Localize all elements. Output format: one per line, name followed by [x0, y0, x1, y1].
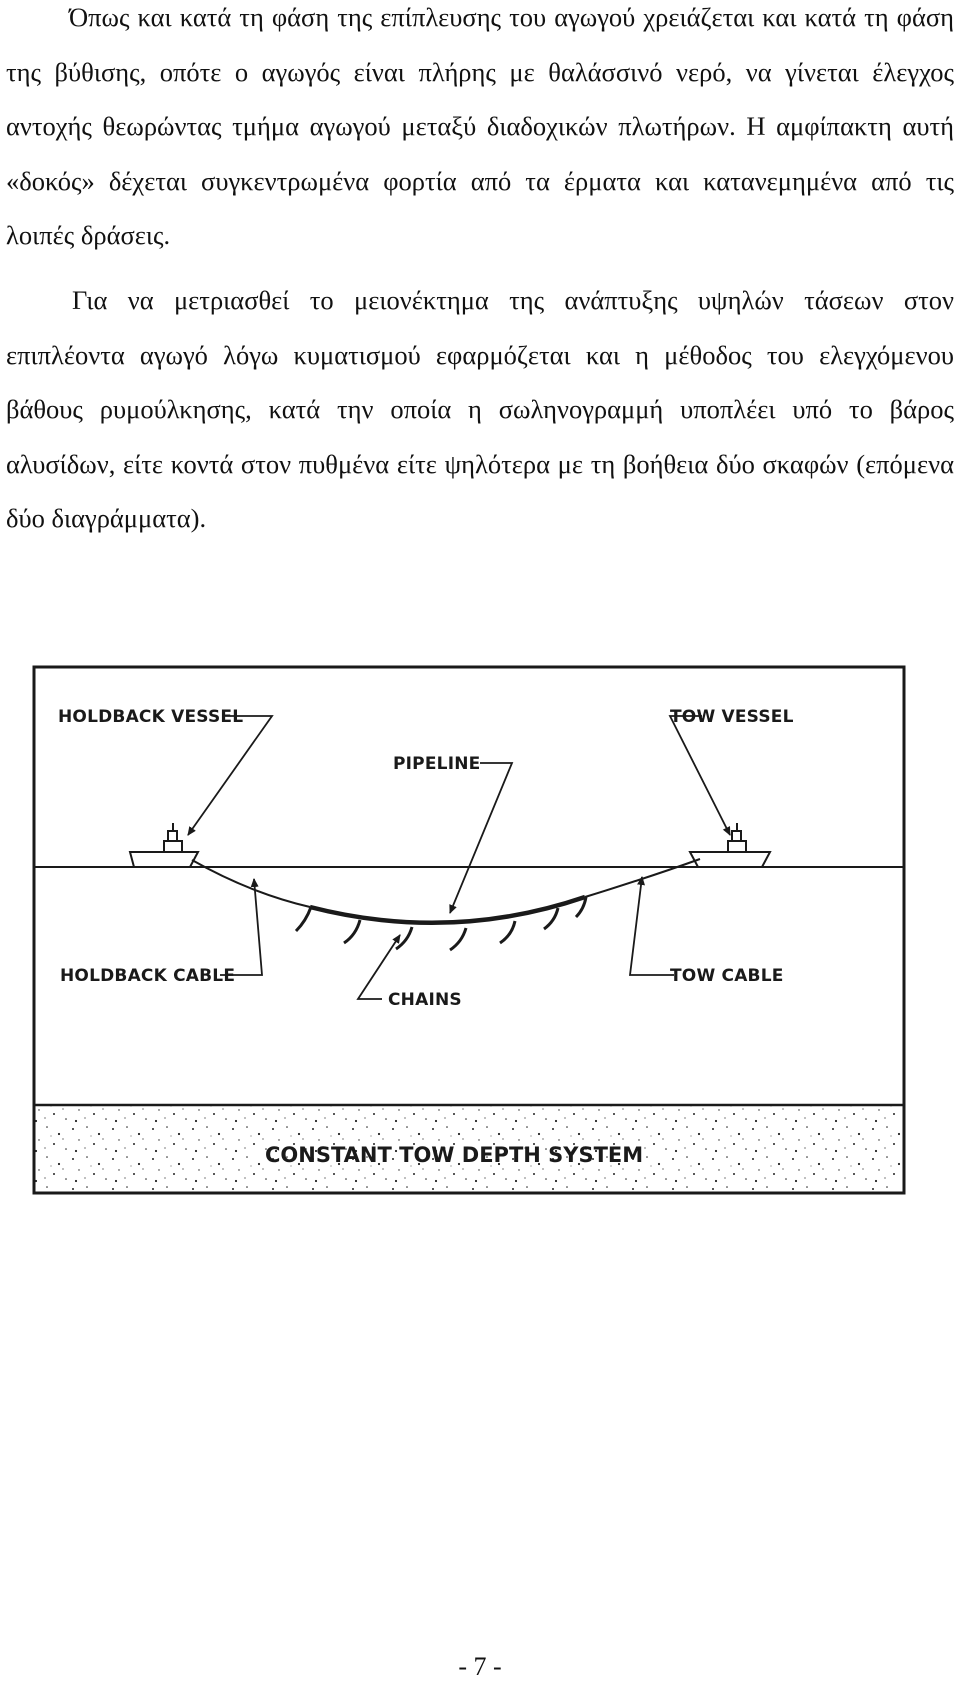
figure-title: CONSTANT TOW DEPTH SYSTEM [265, 1143, 644, 1167]
chain [450, 928, 466, 950]
tow-vessel-icon [690, 823, 770, 867]
tow-system-figure [30, 645, 910, 1245]
holdback-cable-leader [220, 879, 262, 975]
holdback-vessel-leader [188, 716, 272, 835]
tow-vessel-label: TOW VESSEL [670, 707, 794, 727]
pipeline-line [310, 897, 585, 923]
paragraph-1-text: Όπως και κατά τη φάση της επίπλευσης του αγωγού χρειάζεται και κατά τη φάση της βύθισης, οπότε ο αγωγός είναι πλήρης με θαλάσσινό νερό, να γίνεται έλεγχος αντοχής θεωρώντας τμήμα αγωγού μεταξύ διαδοχικών πλωτήρων. Η αμφίπακτη αυτή «δοκός» δέχεται συγκεντρωμένα φορτία από τα έρματα και κατανεμημένα από τις λοιπές δράσεις. [6, 2, 954, 250]
tow-system-diagram [30, 645, 910, 1245]
tow-cable-label: TOW CABLE [670, 966, 784, 986]
chain [344, 920, 360, 943]
holdback-cable-label: HOLDBACK CABLE [60, 966, 236, 986]
paragraph-2 [6, 273, 954, 546]
chain [296, 907, 311, 931]
paragraph-2-text: Για να μετριασθεί το μειονέκτημα της ανάπτυξης υψηλών τάσεων στον επιπλέοντα αγωγό λόγω κυματισμού εφαρμόζεται και η μέθοδος του ελεγχόμενου βάθους ρυμούλκησης, κατά την οποία η σωληνογραμμή υποπλέει υπό το βάρος αλυσίδων, είτε κοντά στον πυθμένα είτε ψηλότερα με τη βοήθεια δύο σκαφών (επόμενα δύο διαγράμματα). [6, 285, 954, 533]
paragraph-1 [6, 0, 954, 263]
tow-cable-leader [630, 877, 674, 975]
pipeline-leader [450, 763, 512, 913]
chain [544, 908, 558, 929]
holdback-vessel-label: HOLDBACK VESSEL [58, 707, 244, 727]
chain [500, 921, 515, 943]
holdback-vessel-icon [130, 823, 198, 867]
tow-vessel-leader [670, 716, 730, 835]
chains-label: CHAINS [388, 990, 462, 1010]
pipeline-label: PIPELINE [393, 754, 481, 774]
page-number: - 7 - [458, 1652, 502, 1681]
